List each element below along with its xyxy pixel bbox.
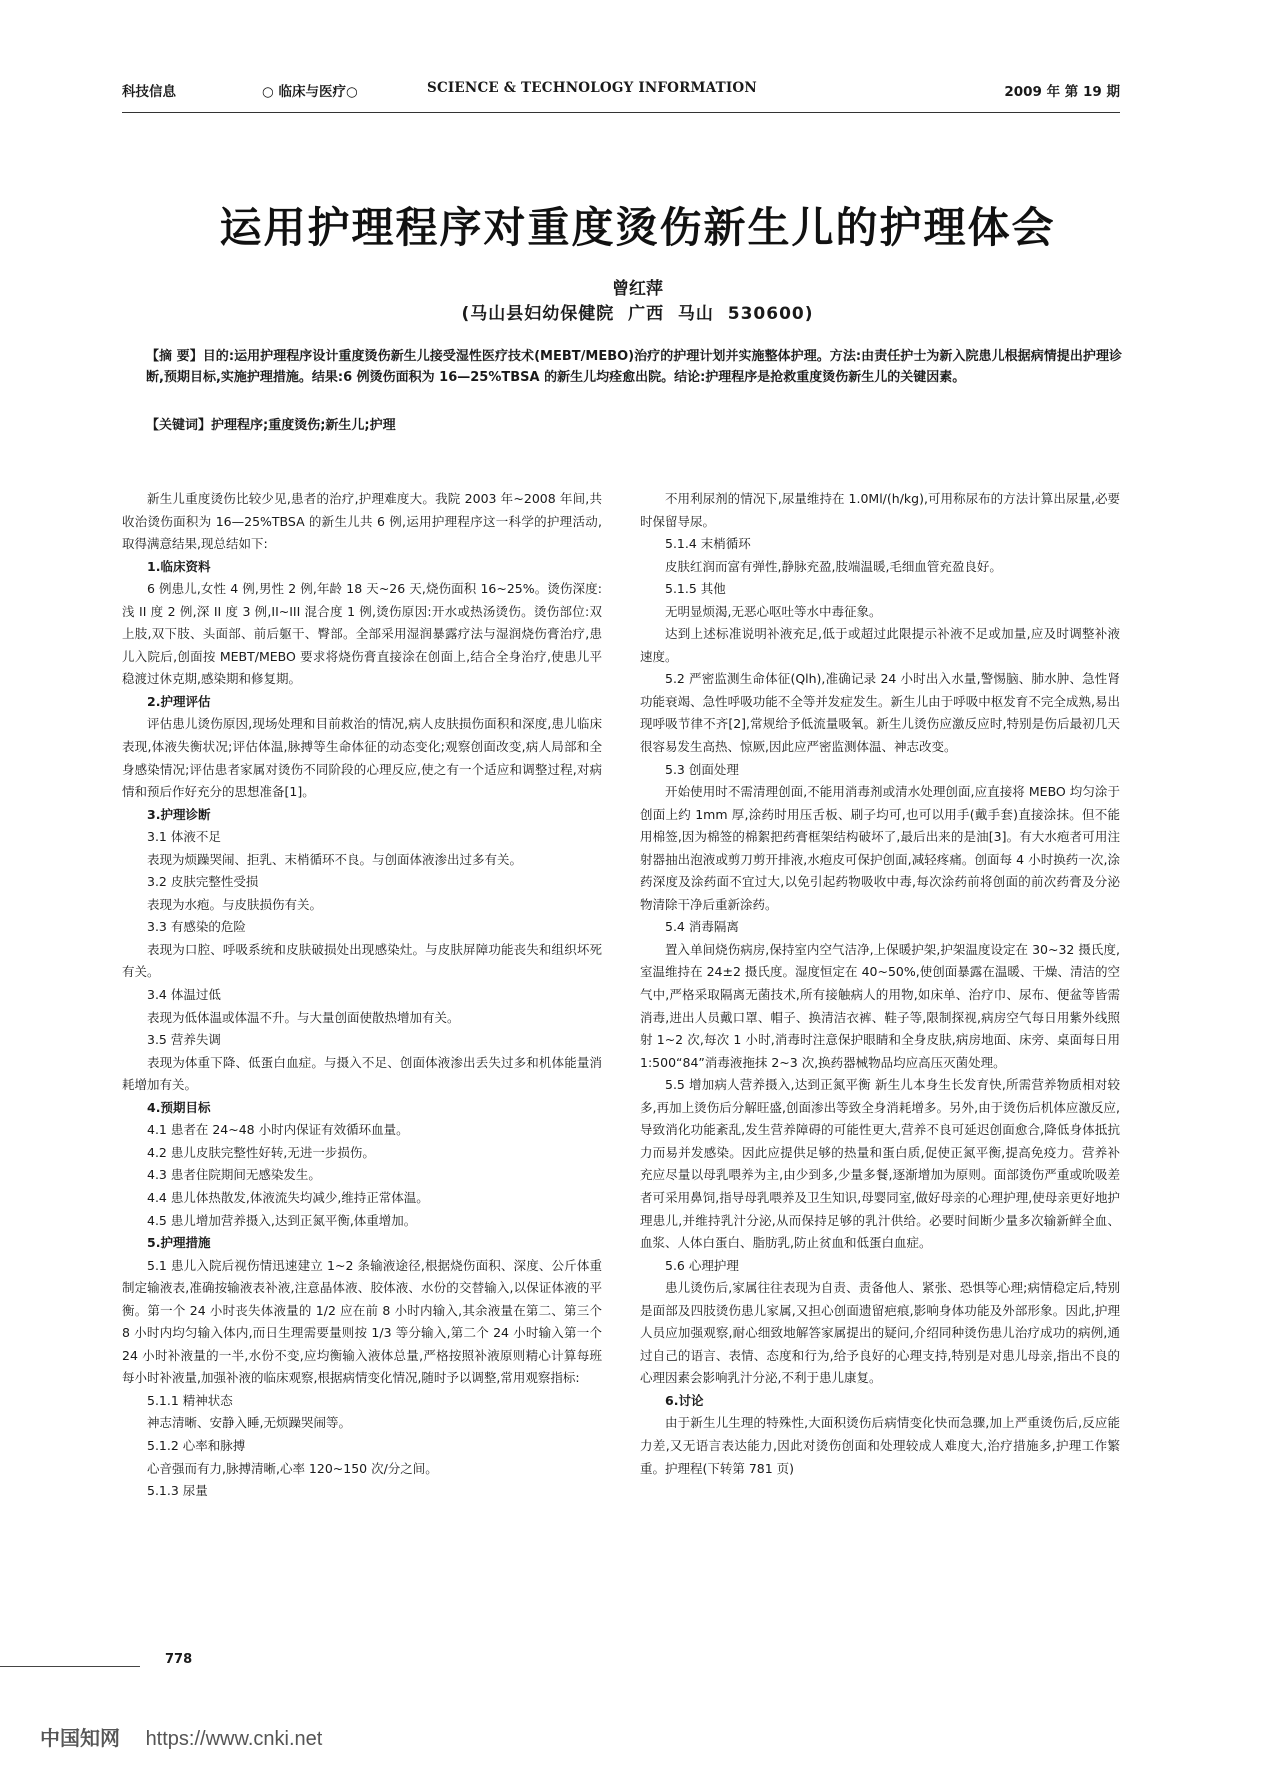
paragraph: 不用利尿剂的情况下,尿量维持在 1.0Ml/(h/kg),可用称尿布的方法计算出尿量,必要时保留导尿。	[640, 491, 1120, 529]
paragraph: 评估患儿烫伤原因,现场处理和目前救治的情况,病人皮肤损伤面积和深度,患儿临床表现,体液失衡状况;评估体温,脉搏等生命体征的动态变化;观察创面改变,病人局部和全身感染情况;评估患者家属对烫伤不同阶段的心理反应,使之有一个适应和调整过程,对病情和预后作好充分的思想准备[1]。	[122, 716, 602, 800]
journal-name: 科技信息	[122, 84, 176, 100]
issue-label: 2009 年 第 19 期	[1004, 84, 1120, 100]
paragraph: 新生儿重度烫伤比较少见,患者的治疗,护理难度大。我院 2003 年~2008 年间,共收治烫伤面积为 16—25%TBSA 的新生儿共 6 例,运用护理程序这一科学的护理活动,取得满意结果,现总结如下:	[122, 491, 602, 552]
subsection-heading: 5.6 心理护理	[665, 1257, 739, 1273]
abstract	[146, 346, 1122, 388]
paragraph: 表现为体重下降、低蛋白血症。与摄入不足、创面体液渗出丢失过多和机体能量消耗增加有关。	[122, 1054, 602, 1093]
paragraph: 6 例患儿,女性 4 例,男性 2 例,年龄 18 天~26 天,烧伤面积 16~25%。烫伤深度:浅 II 度 2 例,深 II 度 3 例,II~III 混合度 1 例,烫伤原因:开水或热汤烫伤。烫伤部位:双上肢,双下肢、头面部、前后躯干、臀部。全部采用湿润暴露疗法与湿润烧伤膏治疗,患儿入院后,创面按 MEBT/MEBO 要求将烧伤膏直接涂在创面上,结合全身治疗,使患儿平稳渡过休克期,感染期和修复期。	[122, 581, 602, 687]
list-item: 4.2 患儿皮肤完整性好转,无进一步损伤。	[147, 1144, 375, 1160]
subsection-heading: 5.1.1 精神状态	[147, 1392, 233, 1408]
journal-english-name: SCIENCE & TECHNOLOGY INFORMATION	[427, 80, 757, 96]
section-name: ○ 临床与医疗○	[262, 84, 358, 100]
paragraph: 达到上述标准说明补液充足,低于或超过此限提示补液不足或加量,应及时调整补液速度。	[640, 626, 1120, 664]
paragraph: 患儿烫伤后,家属往往表现为自责、责备他人、紧张、恐惧等心理;病情稳定后,特别是面部及四肢烫伤患儿家属,又担心创面遗留疤痕,影响身体功能及外部形象。因此,护理人员应加强观察,耐心细致地解答家属提出的疑问,介绍同种烫伤患儿治疗成功的病例,通过自己的语言、表情、态度和行为,给予良好的心理支持,特别是对患儿母亲,指出不良的心理因素会影响乳汁分泌,不利于患儿康复。	[640, 1280, 1120, 1386]
subsection-heading: 3.2 皮肤完整性受损	[147, 874, 259, 890]
subsection-heading: 3.4 体温过低	[147, 987, 221, 1003]
footer-divider	[0, 1666, 140, 1667]
subsection-heading: 3.5 营养失调	[147, 1032, 221, 1048]
paragraph: 表现为烦躁哭闹、拒乳、末梢循环不良。与创面体液渗出过多有关。	[147, 851, 523, 867]
paragraph: 置入单间烧伤病房,保持室内空气洁净,上保暖护架,护架温度设定在 30~32 摄氏度,室温维持在 24±2 摄氏度。湿度恒定在 40~50%,使创面暴露在温暖、干燥、清洁的空气中,严格采取隔离无菌技术,所有接触病人的用物,如床单、治疗巾、尿布、便盆等皆需消毒,进出人员戴口罩、帽子、换清洁衣裤、鞋子等,限制探视,病房空气每日用紫外线照射 1~2 次,每次 1 小时,消毒时注意保护眼睛和全身皮肤,病房地面、床旁、桌面每日用 1:500“84”消毒液拖抹 2~3 次,换药器械物品均应高压灭菌处理。	[640, 941, 1120, 1070]
paragraph: 心音强而有力,脉搏清晰,心率 120~150 次/分之间。	[147, 1460, 438, 1476]
article-title: 运用护理程序对重度烫伤新生儿的护理体会	[219, 203, 1056, 252]
paragraph: 表现为口腔、呼吸系统和皮肤破损处出现感染灶。与皮肤屏障功能丧失和组织坏死有关。	[122, 941, 602, 980]
watermark-url: https://www.cnki.net	[145, 1728, 323, 1750]
subsection-heading: 5.3 创面处理	[665, 761, 739, 777]
section-heading: 3.护理诊断	[147, 806, 211, 822]
paragraph: 5.2 严密监测生命体征(Qlh),准确记录 24 小时出入水量,警惕脑、肺水肿、急性肾功能衰竭、急性呼吸功能不全等并发症发生。新生儿由于呼吸中枢发育不完全成熟,易出现呼吸节律不齐[2],常规给予低流量吸氧。新生儿烫伤应激反应时,特别是伤后最初几天很容易发生高热、惊厥,因此应严密监测体温、神志改变。	[640, 671, 1120, 755]
paragraph: 5.5 增加病人营养摄入,达到正氮平衡 新生儿本身生长发育快,所需营养物质相对较多,再加上烫伤后分解旺盛,创面渗出等致全身消耗增多。另外,由于烫伤后机体应激反应,导致消化功能紊乱,发生营养障碍的可能性更大,营养不良可延迟创面愈合,降低身体抵抗力而易并发感染。因此应提供足够的热量和蛋白质,促使正氮平衡,提高免疫力。营养补充应尽量以母乳喂养为主,由少到多,少量多餐,逐渐增加为原则。面部烫伤严重或吮吸差者可采用鼻饲,指导母乳喂养及卫生知识,母婴同室,做好母亲的心理护理,使母亲更好地护理患儿,并维持乳汁分泌,从而保持足够的乳汁供给。必要时间断少量多次输新鲜全血、血浆、人体白蛋白、脂肪乳,防止贫血和低蛋白血症。	[640, 1077, 1120, 1251]
author-name: 曾红萍	[612, 279, 663, 299]
list-item: 4.5 患儿增加营养摄入,达到正氮平衡,体重增加。	[147, 1212, 417, 1228]
paragraph: 表现为低体温或体温不升。与大量创面使散热增加有关。	[147, 1009, 460, 1025]
author-affiliation: (马山县妇幼保健院 广西 马山 530600)	[461, 304, 814, 324]
cnki-watermark	[40, 1722, 322, 1751]
subsection-heading: 5.1.4 末梢循环	[665, 536, 751, 552]
subsection-heading: 5.4 消毒隔离	[665, 919, 739, 935]
paragraph: 由于新生儿生理的特殊性,大面积烫伤后病情变化快而急骤,加上严重烫伤后,反应能力差,又无语言表达能力,因此对烫伤创面和处理较成人难度大,治疗措施多,护理工作繁重。护理程(下转第 781 页)	[640, 1415, 1120, 1476]
paragraph: 无明显烦渴,无恶心呕吐等水中毒征象。	[665, 603, 882, 619]
subsection-heading: 5.1.3 尿量	[147, 1483, 208, 1499]
section-heading: 1.临床资料	[147, 558, 211, 574]
section-heading: 2.护理评估	[147, 693, 211, 709]
section-heading: 5.护理措施	[147, 1235, 211, 1251]
running-header	[122, 78, 1120, 113]
paragraph: 神志清晰、安静入睡,无烦躁哭闹等。	[147, 1415, 351, 1431]
body-column-left	[122, 488, 602, 1503]
subsection-heading: 5.1.5 其他	[665, 581, 726, 597]
section-heading: 4.预期目标	[147, 1099, 211, 1115]
watermark-brand: 中国知网	[40, 1728, 120, 1750]
list-item: 4.4 患儿体热散发,体液流失均减少,维持正常体温。	[147, 1189, 429, 1205]
subsection-heading: 5.1.2 心率和脉搏	[147, 1437, 246, 1453]
subsection-heading: 3.1 体液不足	[147, 829, 221, 845]
subsection-heading: 3.3 有感染的危险	[147, 919, 246, 935]
section-heading: 6.讨论	[665, 1392, 704, 1408]
list-item: 4.3 患者住院期间无感染发生。	[147, 1167, 321, 1183]
page-number: 778	[165, 1652, 193, 1667]
keywords: 【关键词】护理程序;重度烫伤;新生儿;护理	[146, 418, 396, 433]
list-item: 4.1 患者在 24~48 小时内保证有效循环血量。	[147, 1122, 409, 1138]
body-column-right	[640, 488, 1120, 1480]
abstract-text: 【摘 要】目的:运用护理程序设计重度烫伤新生儿接受湿性医疗技术(MEBT/MEBO)治疗的护理计划并实施整体护理。方法:由责任护士为新入院患儿根据病情提出护理诊断,预期目标,实施护理措施。结果:6 例烫伤面积为 16—25%TBSA 的新生儿均痊愈出院。结论:护理程序是抢救重度烫伤新生儿的关键因素。	[146, 349, 1122, 385]
paragraph: 皮肤红润而富有弹性,静脉充盈,肢端温暖,毛细血管充盈良好。	[665, 558, 1002, 574]
paragraph: 开始使用时不需清理创面,不能用消毒剂或清水处理创面,应直接将 MEBO 均匀涂于创面上约 1mm 厚,涂药时用压舌板、刷子均可,也可以用手(戴手套)直接涂抹。但不能用棉签,因为棉签的棉絮把药膏框架结构破坏了,最后出来的是油[3]。有大水疱者可用注射器抽出泡液或剪刀剪开排液,水疱皮可保护创面,减轻疼痛。创面每 4 小时换药一次,涂药深度及涂药面不宜过大,以免引起药物吸收中毒,每次涂药前将创面的前次药膏及分泌物清除干净后重新涂药。	[640, 784, 1120, 912]
paragraph: 5.1 患儿入院后视伤情迅速建立 1~2 条输液途径,根据烧伤面积、深度、公斤体重制定输液表,准确按输液表补液,注意晶体液、胶体液、水份的交替输入,以保证体液的平衡。第一个 24 小时丧失体液量的 1/2 应在前 8 小时内输入,其余液量在第二、第三个 8 小时内均匀输入体内,而日生理需要量则按 1/3 等分输入,第二个 24 小时输入第一个 24 小时补液量的一半,水份不变,应均衡输入液体总量,严格按照补液原则精心计算每班每小时补液量,加强补液的临床观察,根据病情变化情况,随时予以调整,常用观察指标:	[122, 1257, 602, 1386]
paragraph: 表现为水疱。与皮肤损伤有关。	[147, 896, 323, 912]
